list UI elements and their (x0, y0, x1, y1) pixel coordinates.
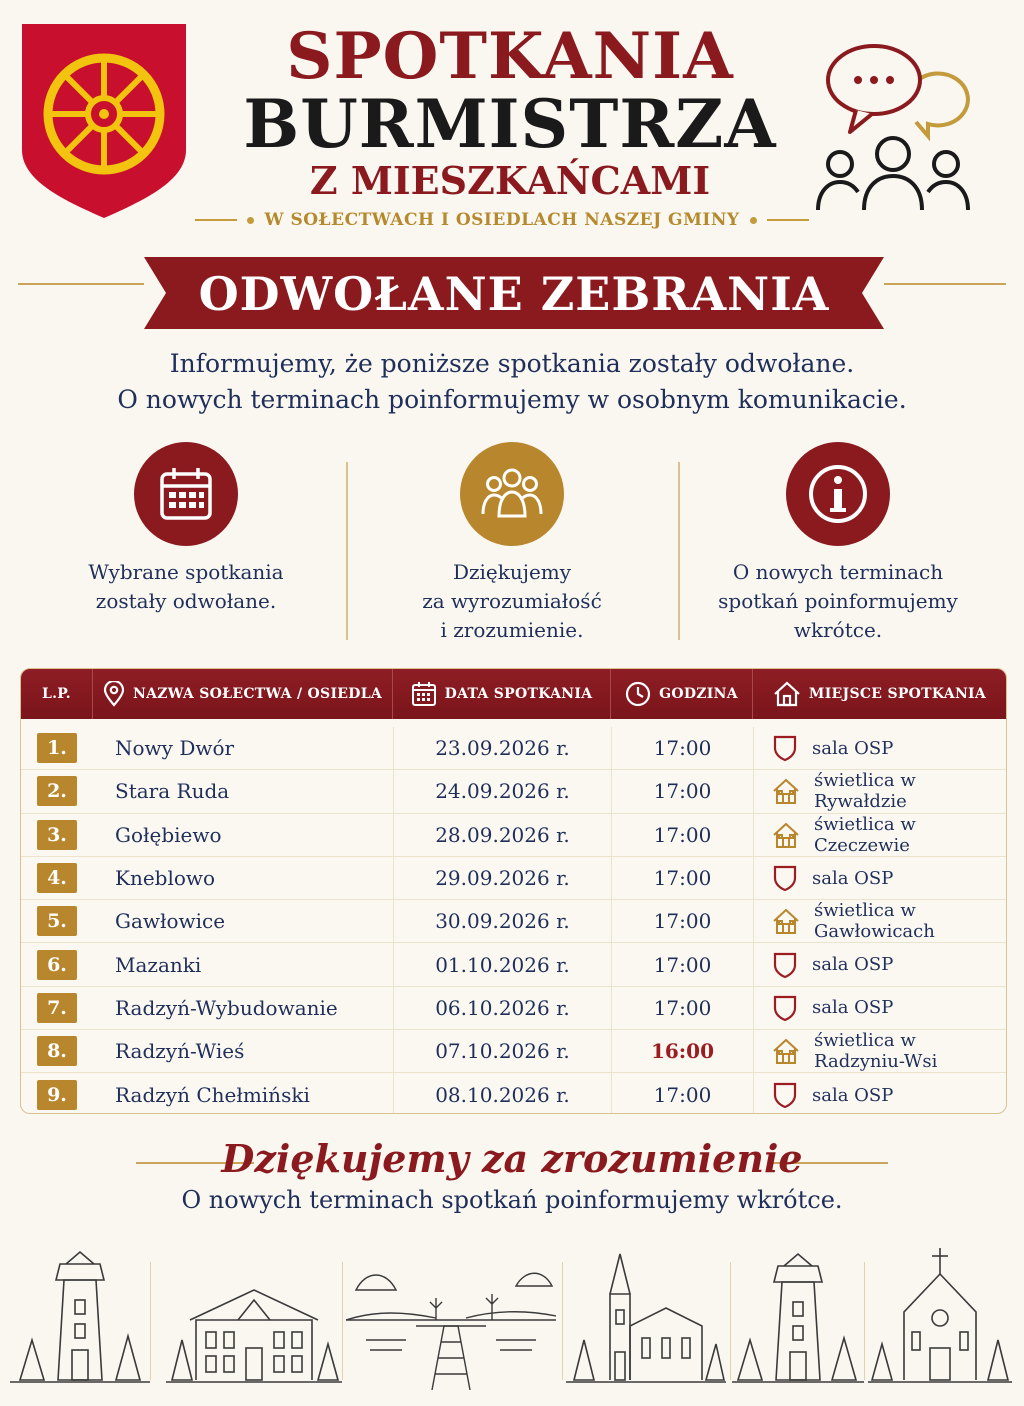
manor-house-illustration (166, 1240, 342, 1390)
row-name: Radzyń Chełmiński (115, 1083, 310, 1108)
row-time: 17:00 (653, 995, 712, 1020)
cell-lp (21, 857, 93, 899)
cell-place (753, 1073, 1006, 1114)
cell-time (611, 943, 753, 985)
header-label: NAZWA SOŁECTWA / OSIEDLA (132, 686, 383, 702)
cell-time (611, 857, 753, 899)
row-number-badge: 3. (37, 820, 77, 850)
cell-place (753, 770, 1006, 812)
info-calendar (36, 442, 336, 616)
row-number-badge: 1. (37, 733, 77, 763)
row-date: 29.09.2026 r. (435, 866, 570, 891)
church-illustration (566, 1240, 726, 1390)
lake-pier-illustration (346, 1240, 556, 1390)
table-row (21, 987, 1006, 1030)
row-date: 24.09.2026 r. (435, 779, 570, 804)
cell-name (93, 857, 393, 899)
cell-lp (21, 727, 93, 769)
shield-icon (772, 1081, 798, 1109)
row-time: 17:00 (653, 736, 712, 761)
table-header (21, 669, 1006, 719)
cell-lp (21, 1073, 93, 1114)
row-name: Radzyń-Wieś (115, 1039, 245, 1064)
coat-of-arms-icon (20, 22, 188, 220)
table-body (21, 719, 1006, 1114)
cell-date (393, 727, 611, 769)
cell-lp (21, 770, 93, 812)
house-icon (772, 821, 800, 849)
water-tower-illustration (732, 1240, 864, 1390)
subtitle (192, 207, 812, 233)
header-name (93, 669, 393, 719)
cell-time (611, 1030, 753, 1072)
divider (342, 1262, 343, 1380)
thanks-subtext: O nowych terminach spotkań poinformujemy wkrótce. (181, 1186, 843, 1214)
thanks-heading: Dziękujemy za zrozumienie (221, 1136, 803, 1181)
row-place: sala OSP (812, 954, 894, 976)
row-place: sala OSP (812, 737, 894, 759)
cell-place (753, 814, 1006, 856)
water-tower-illustration (10, 1240, 150, 1390)
table-row (21, 727, 1006, 770)
cell-place (753, 857, 1006, 899)
shield-icon (772, 994, 798, 1022)
title-line-1: SPOTKANIA (286, 19, 734, 94)
row-number-badge: 4. (37, 863, 77, 893)
cell-date (393, 814, 611, 856)
row-time: 17:00 (653, 909, 712, 934)
row-time: 17:00 (653, 822, 712, 847)
people-icon (460, 442, 564, 546)
row-place: świetlica w Czeczewie (814, 813, 916, 856)
house-icon (772, 1037, 800, 1065)
title-line-2: BURMISTRZA (243, 85, 777, 163)
cell-date (393, 943, 611, 985)
subtitle-text: W SOŁECTWACH I OSIEDLACH NASZEJ GMINY (264, 210, 740, 230)
cell-place (753, 900, 1006, 942)
title-line-3: Z MIESZKAŃCAMI (309, 158, 711, 203)
header-label: DATA SPOTKANIA (444, 686, 593, 702)
info-text: spotkań poinformujemy (718, 589, 958, 613)
house-icon (773, 681, 801, 707)
row-date: 01.10.2026 r. (435, 952, 570, 977)
row-number-badge: 8. (37, 1036, 77, 1066)
cell-date (393, 1073, 611, 1114)
cell-name (93, 814, 393, 856)
cell-name (93, 770, 393, 812)
cell-place (753, 1030, 1006, 1072)
row-number-badge: 7. (37, 993, 77, 1023)
cell-lp (21, 1030, 93, 1072)
info-text: Dziękujemy (452, 560, 572, 584)
cell-name (93, 727, 393, 769)
cell-place (753, 943, 1006, 985)
row-date: 23.09.2026 r. (435, 736, 570, 761)
row-number-badge: 5. (37, 906, 77, 936)
row-place: sala OSP (812, 867, 894, 889)
header-lp (21, 669, 93, 719)
row-number-badge: 9. (37, 1080, 77, 1110)
divider (864, 1262, 865, 1380)
cell-time (611, 727, 753, 769)
info-notice (688, 442, 988, 645)
cell-date (393, 900, 611, 942)
header-label: GODZINA (659, 686, 738, 702)
banner-title: ODWOŁANE ZEBRANIA (198, 267, 830, 321)
cell-place (753, 727, 1006, 769)
table-row (21, 814, 1006, 857)
calendar-icon (411, 681, 437, 707)
row-number-badge: 2. (37, 776, 77, 806)
header-time (611, 669, 753, 719)
cell-time (611, 987, 753, 1029)
house-icon (772, 777, 800, 805)
cell-name (93, 1030, 393, 1072)
shield-icon (772, 734, 798, 762)
row-time: 17:00 (653, 866, 712, 891)
row-time: 16:00 (650, 1039, 715, 1064)
row-date: 08.10.2026 r. (435, 1083, 570, 1108)
row-date: 06.10.2026 r. (435, 995, 570, 1020)
info-text: Wybrane spotkania (88, 560, 284, 584)
row-name: Mazanki (115, 952, 202, 977)
cell-lp (21, 943, 93, 985)
row-place: świetlica w Rywałdzie (814, 770, 916, 813)
row-place: sala OSP (812, 1084, 894, 1106)
table-row (21, 1030, 1006, 1073)
cell-name (93, 900, 393, 942)
cell-time (611, 770, 753, 812)
row-time: 17:00 (653, 952, 712, 977)
row-date: 07.10.2026 r. (435, 1039, 570, 1064)
cell-date (393, 987, 611, 1029)
row-place: świetlica w Gawłowicach (814, 900, 935, 943)
calendar-icon (134, 442, 238, 546)
table-row (21, 857, 1006, 900)
divider (730, 1262, 731, 1380)
row-date: 30.09.2026 r. (435, 909, 570, 934)
cell-name (93, 987, 393, 1029)
cell-date (393, 857, 611, 899)
row-time: 17:00 (653, 779, 712, 804)
cell-name (93, 1073, 393, 1114)
row-name: Gołębiewo (115, 822, 222, 847)
row-name: Kneblowo (115, 866, 216, 891)
cell-time (611, 900, 753, 942)
info-text: O nowych terminach (732, 560, 944, 584)
info-text: i zrozumienie. (440, 618, 584, 642)
table-row (21, 1073, 1006, 1114)
cell-time (611, 1073, 753, 1114)
row-name: Stara Ruda (115, 779, 230, 804)
info-text: zostały odwołane. (95, 589, 277, 613)
row-date: 28.09.2026 r. (435, 822, 570, 847)
row-time: 17:00 (653, 1083, 712, 1108)
house-icon (772, 907, 800, 935)
intro-line: O nowych terminach poinformujemy w osobnym komunikacie. (117, 385, 907, 414)
chapel-illustration (868, 1240, 1012, 1390)
intro-text (60, 346, 964, 418)
cell-date (393, 770, 611, 812)
info-thanks (362, 442, 662, 645)
people-icon (814, 132, 972, 212)
divider (150, 1262, 151, 1380)
row-name: Gawłowice (115, 909, 226, 934)
cell-lp (21, 814, 93, 856)
row-place: świetlica w Radzyniu-Wsi (814, 1030, 938, 1073)
cell-lp (21, 900, 93, 942)
info-text: za wyrozumiałość (422, 589, 602, 613)
cell-place (753, 987, 1006, 1029)
shield-icon (772, 864, 798, 892)
row-name: Radzyń-Wybudowanie (115, 995, 338, 1020)
cell-lp (21, 987, 93, 1029)
info-text: wkrótce. (793, 618, 883, 642)
shield-icon (772, 951, 798, 979)
table-row (21, 943, 1006, 986)
header-date (393, 669, 611, 719)
meetings-table (20, 668, 1007, 1114)
intro-line: Informujemy, że poniższe spotkania zostały odwołane. (169, 349, 855, 378)
header-label: L.P. (41, 686, 71, 702)
info-icon (786, 442, 890, 546)
table-row (21, 900, 1006, 943)
row-number-badge: 6. (37, 950, 77, 980)
table-row (21, 770, 1006, 813)
row-place: sala OSP (812, 997, 894, 1019)
header-label: MIEJSCE SPOTKANIA (808, 686, 987, 702)
divider (18, 283, 144, 285)
row-name: Nowy Dwór (115, 736, 235, 761)
header-place (753, 669, 1006, 719)
clock-icon (625, 681, 651, 707)
divider (346, 462, 348, 640)
divider (884, 283, 1006, 285)
divider (678, 462, 680, 640)
divider (562, 1262, 563, 1380)
location-pin-icon (103, 681, 125, 707)
cell-date (393, 1030, 611, 1072)
speech-bubbles-icon (822, 42, 972, 142)
cell-time (611, 814, 753, 856)
cell-name (93, 943, 393, 985)
